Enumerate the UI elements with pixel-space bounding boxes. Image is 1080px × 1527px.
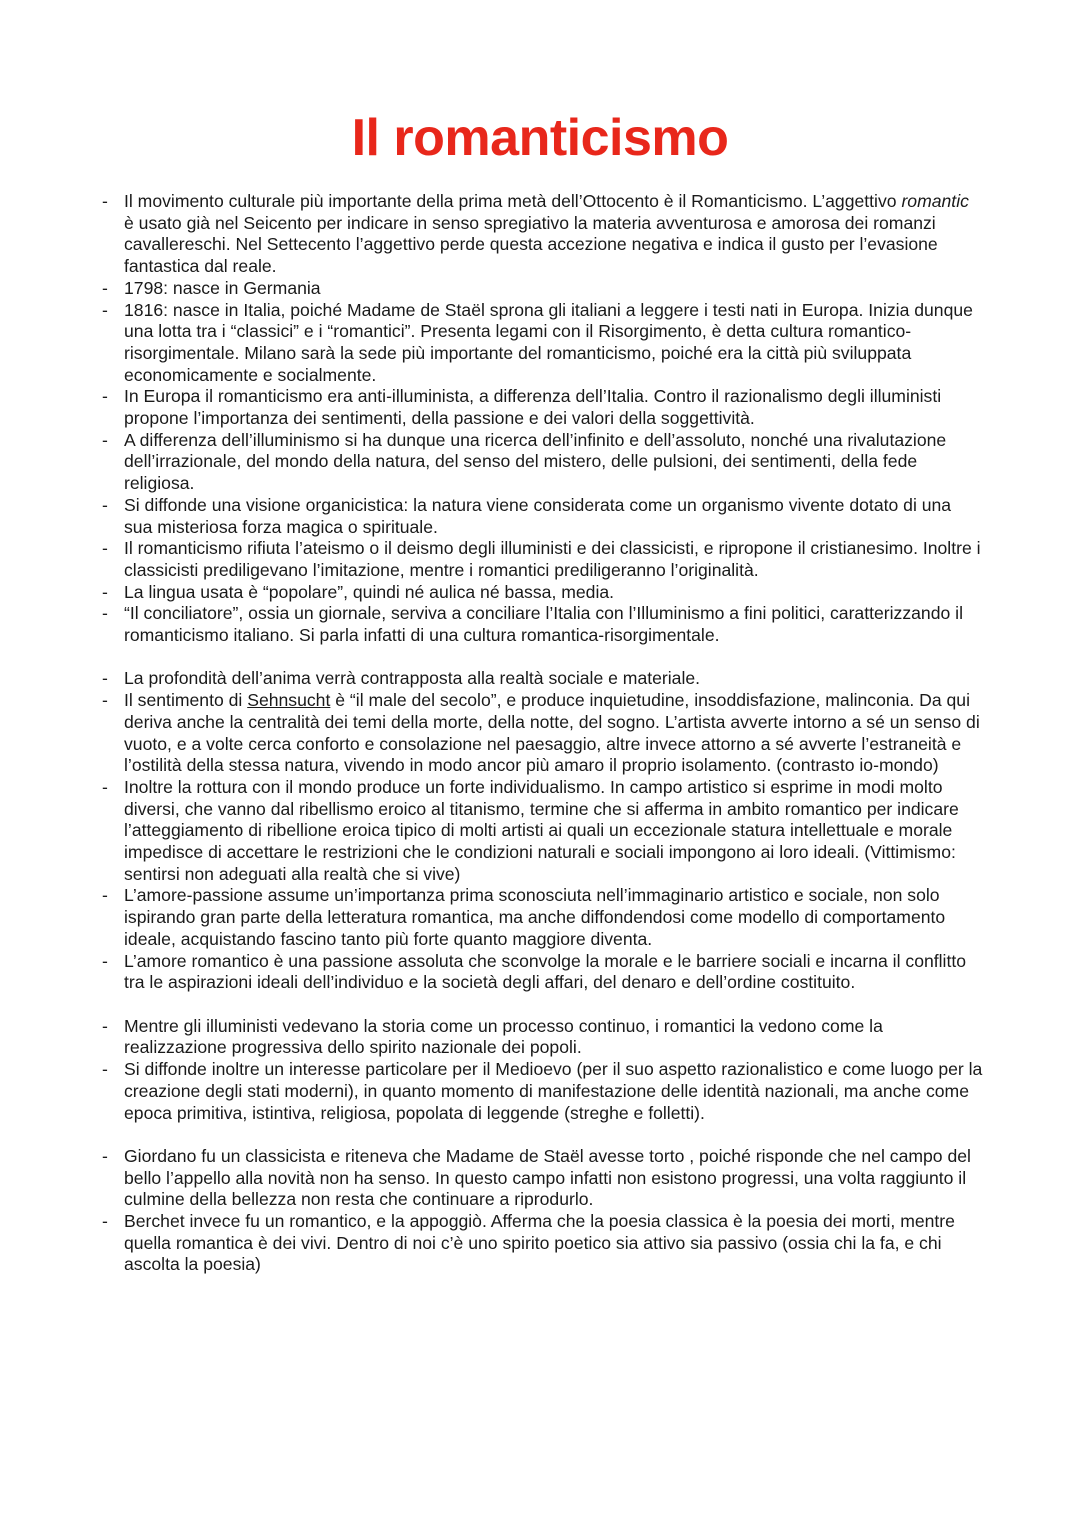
bullet-dash: - [102,690,108,711]
list-item [98,777,983,886]
item-text: è “il male del secolo”, e produce inquietudine, insoddisfazione, malinconia. Da qui deriva anche la centralità dei temi della morte, della notte, del sogno. L’artista avverte intorno a sé un senso di vuoto, e a volte cerca conforto e consolazione nel paesaggio, altre invece attorno a sé avverte l’estraneità e l’ostilità della stessa natura, vivendo in modo ancor più amaro il proprio isolamento. (contrasto io-mondo) [124,690,980,776]
list-item [98,582,983,604]
bullet-dash: - [102,386,108,407]
bullet-dash: - [102,581,108,602]
item-text: 1816: nasce in Italia, poiché Madame de Staël sprona gli italiani a leggere i testi nati in Europa. Inizia dunque una lotta tra i “classici” e i “romantici”. Presenta legami con il Risorgimento, è detta cultura romantico-risorgimentale. Milano sarà la sede più importante del romanticismo, poiché era la città più sviluppata economicamente e socialmente. [124,299,973,385]
item-text: Si diffonde una visione organicistica: la natura viene considerata come un organismo vivente dotato di una sua misteriosa forza magica o spirituale. [124,494,952,537]
bullet-dash: - [102,776,108,797]
list-item [98,300,983,387]
bullet-dash: - [102,494,108,515]
page-title: Il romanticismo [351,109,729,167]
item-text: La profondità dell’anima verrà contrapposta alla realtà sociale e materiale. [124,668,701,689]
section-history [98,1016,983,1125]
bullet-dash: - [102,299,108,320]
item-text: Berchet invece fu un romantico, e la appoggiò. Afferma che la poesia classica è la poesia dei morti, mentre quella romantica è dei vivi. Dentro di noi c’è uno spirito poetico sia attivo sia passivo (ossia chi la fa, e chi ascolta la poesia) [124,1211,955,1275]
item-text: Inoltre la rottura con il mondo produce un forte individualismo. In campo artistico si esprime in modi molto diversi, che vanno dal ribellismo eroico al titanismo, termine che si afferma in ambito romantico per indicare l’atteggiamento di ribellione eroica tipico di molti artisti ai quali un eccezionale statura intellettuale e morale impedisce di accettare le restrizioni che le condizioni naturali e sociali impongono ai loro ideali. (Vittimismo: sentirsi non adeguati alla realtà che si vive) [124,776,959,884]
list-item [98,1146,983,1211]
item-text: Il romanticismo rifiuta l’ateismo o il deismo degli illuministi e dei classicisti, e ripropone il cristianesimo. Inoltre i classicisti prediligevano l’imitazione, mentre i romantici prediligeranno l’originalità. [124,538,981,580]
bullet-dash: - [102,538,108,559]
list-item [98,951,983,994]
list-item [98,690,983,777]
list-item [98,1211,983,1276]
notes-body [98,191,983,1298]
item-text: “Il conciliatore”, ossia un giornale, serviva a conciliare l’Italia con l’Illuminismo a fini politici, caratterizzando il romanticismo italiano. Si parla infatti di una cultura romantica-risorgimentale. [124,603,963,646]
bullet-dash: - [102,668,108,689]
item-text: Il movimento culturale più importante della prima metà dell’Ottocento è il Romanticismo. L’aggettivo [124,191,902,211]
list-item [98,538,983,581]
bullet-dash: - [102,1145,108,1166]
item-text: 1798: nasce in Germania [124,277,321,298]
italic-term: romantic [901,191,969,211]
bullet-dash: - [102,277,108,298]
bullet-dash: - [102,950,108,971]
list-item [98,495,983,538]
list-item [98,1059,983,1124]
section-origins [98,191,983,647]
item-text: In Europa il romanticismo era anti-illuminista, a differenza dell’Italia. Contro il razionalismo degli illuministi propone l’importanza dei sentimenti, della passione e dei valori della soggettività. [124,386,942,429]
item-text: La lingua usata è “popolare”, quindi né aulica né bassa, media. [124,581,615,602]
bullet-dash: - [102,1211,108,1231]
list-item [98,885,983,950]
bullet-dash: - [102,1015,108,1036]
item-text: Si diffonde inoltre un interesse particolare per il Medioevo (per il suo aspetto razionalistico e come luogo per la creazione degli stati moderni), in quanto momento di manifestazione delle identità nazionali, ma anche come epoca primitiva, istintiva, religiosa, popolata di leggende (streghe e folletti). [124,1059,983,1123]
section-themes [98,668,983,994]
list-item [98,430,983,495]
bullet-dash: - [102,191,108,211]
underlined-term: Sehnsucht [247,690,331,711]
list-item [98,386,983,429]
item-text: Mentre gli illuministi vedevano la storia come un processo continuo, i romantici la vedono come la realizzazione progressiva dello spirito nazionale dei popoli. [124,1015,883,1058]
section-debate [98,1146,983,1276]
item-text: L’amore-passione assume un’importanza prima sconosciuta nell’immaginario artistico e sociale, non solo ispirando gran parte della letteratura romantica, ma anche diffondendosi come modello di comportamento ideale, acquistando fascino tanto più forte quanto maggiore diventa. [124,885,946,949]
bullet-dash: - [102,1059,108,1080]
list-item [98,668,983,690]
bullet-dash: - [102,885,108,906]
item-text: L’amore romantico è una passione assoluta che sconvolge la morale e le barriere sociali e incarna il conflitto tra le aspirazioni ideali dell’individuo e la società degli affari, del denaro e dell’ordine costituito. [124,950,967,993]
item-text: A differenza dell’illuminismo si ha dunque una ricerca dell’infinito e dell’assoluto, nonché una rivalutazione dell’irrazionale, del mondo della natura, del senso del mistero, delle pulsioni, dei sentimenti, della fede religiosa. [124,429,947,494]
list-item [98,278,983,300]
bullet-dash: - [102,603,108,624]
item-text: Il sentimento di [124,690,248,711]
bullet-dash: - [102,429,108,450]
item-text: Giordano fu un classicista e riteneva che Madame de Staël avesse torto , poiché risponde che nel campo del bello l’appello alla novità non ha senso. In questo campo infatti non esistono progressi, una volta raggiunto il culmine della bellezza non resta che continuare a riprodurlo. [124,1145,971,1210]
item-text: è usato già nel Seicento per indicare in senso spregiativo la materia avventurosa e amorosa dei romanzi cavallereschi. Nel Settecento l’aggettivo perde questa accezione negativa e indica il gusto per l’evasione fantastica dal reale. [124,212,938,277]
list-item [98,603,983,646]
list-item [98,1016,983,1059]
list-item [98,191,983,278]
